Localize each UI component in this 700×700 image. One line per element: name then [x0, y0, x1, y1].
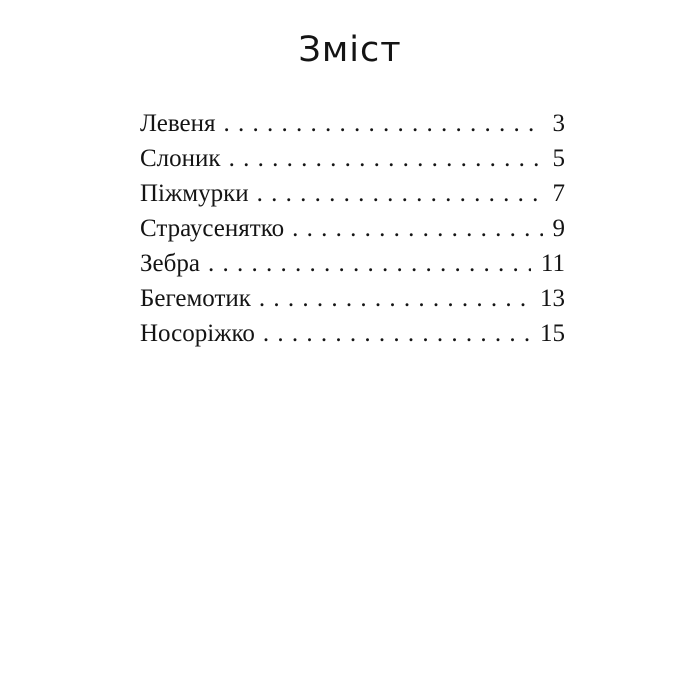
toc-leader-dots: [249, 176, 543, 211]
toc-entry-title: Страусенятко: [140, 215, 285, 242]
toc-entry-page: 15: [540, 320, 565, 347]
toc-entry-page: 7: [552, 180, 565, 207]
toc-entry-title: Піжмурки: [140, 180, 249, 207]
toc-list: [140, 106, 565, 351]
toc-entry-title: Бегемотик: [140, 285, 251, 312]
toc-entry: [140, 246, 565, 281]
toc-entry-page: 11: [540, 250, 565, 277]
toc-entry-title: Носоріжко: [140, 320, 255, 347]
toc-entry: [140, 106, 565, 141]
toc-entry-title: Слоник: [140, 145, 221, 172]
toc-entry: [140, 176, 565, 211]
toc-leader-dots: [255, 316, 530, 351]
toc-entry-page: 9: [552, 215, 565, 242]
toc-leader-dots: [216, 106, 543, 141]
page-title: Зміст: [298, 30, 402, 70]
toc-entry: [140, 141, 565, 176]
toc-entry-title: Зебра: [140, 250, 200, 277]
toc-entry-page: 5: [552, 145, 565, 172]
toc-leader-dots: [200, 246, 531, 281]
toc-leader-dots: [221, 141, 543, 176]
toc-entry: [140, 316, 565, 351]
toc-leader-dots: [251, 281, 530, 316]
toc-entry: [140, 281, 565, 316]
toc-entry-page: 3: [552, 110, 565, 137]
toc-entry-page: 13: [540, 285, 565, 312]
toc-leader-dots: [284, 211, 542, 246]
toc-entry: [140, 211, 565, 246]
toc-entry-title: Левеня: [140, 110, 216, 137]
